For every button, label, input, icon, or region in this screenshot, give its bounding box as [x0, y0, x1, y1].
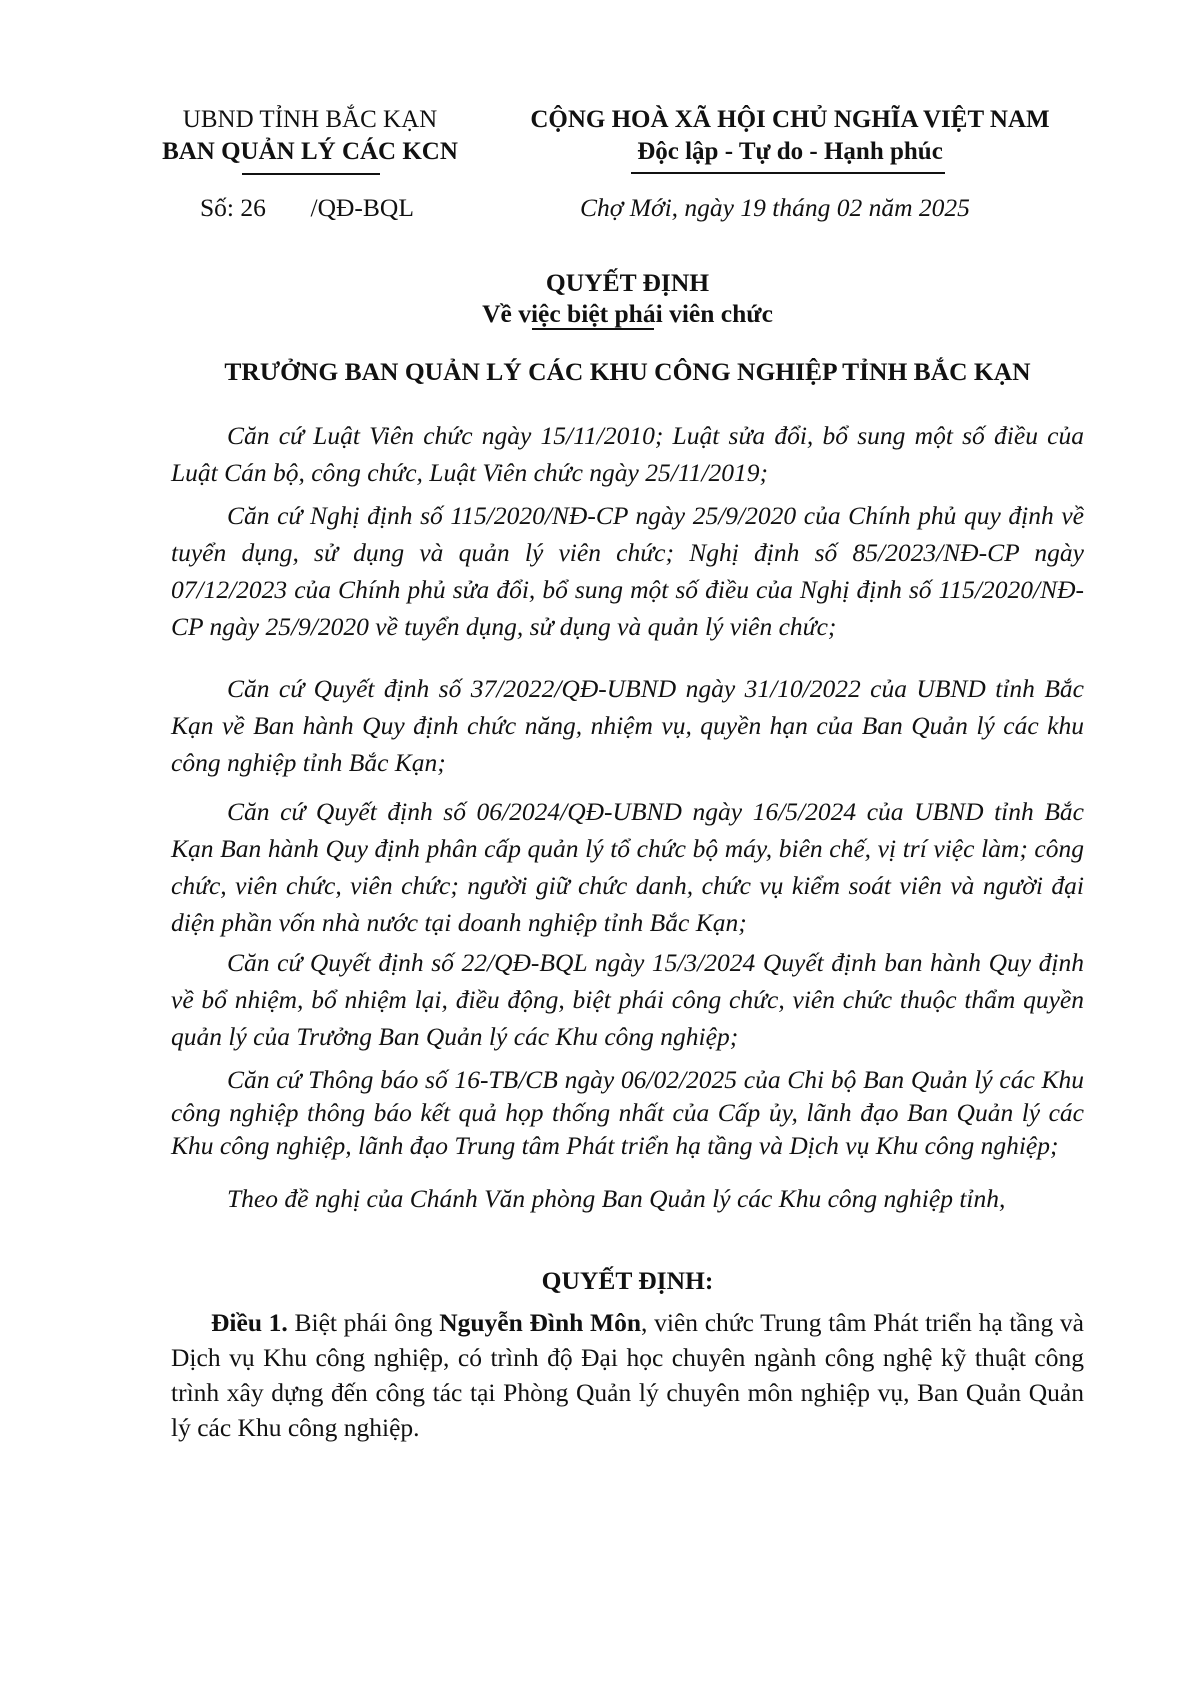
- preamble-paragraph: Căn cứ Luật Viên chức ngày 15/11/2010; Luật sửa đổi, bổ sung một số điều của Luật Cán bộ, công chức, Luật Viên chức ngày 25/11/2019;: [171, 421, 1084, 487]
- preamble-paragraph: Căn cứ Quyết định số 22/QĐ-BQL ngày 15/3/2024 Quyết định ban hành Quy định về bổ nhiệm, bổ nhiệm lại, điều động, biệt phái công chức, viên chức thuộc thẩm quyền quản lý của Trưởng Ban Quản lý các Khu công nghiệp;: [171, 948, 1084, 1051]
- document-subject: Về việc biệt phái viên chức: [482, 299, 773, 328]
- preamble-paragraph: Căn cứ Nghị định số 115/2020/NĐ-CP ngày 25/9/2020 của Chính phủ quy định về tuyển dụng, sử dụng và quản lý viên chức; Nghị định số 85/2023/NĐ-CP ngày 07/12/2023 của Chính phủ sửa đổi, bổ sung một số điều của Nghị định số 115/2020/NĐ-CP ngày 25/9/2020 về tuyển dụng, sử dụng và quản lý viên chức;: [171, 501, 1084, 641]
- article-1-text: , viên chức Trung tâm Phát triển hạ tầng và Dịch vụ Khu công nghiệp, có trình độ Đại học chuyên ngành công nghệ kỹ thuật công trình xây dựng đến công tác tại Phòng Quản lý chuyên môn nghiệp vụ, Ban Quản Quản lý các Khu công nghiệp.: [171, 1308, 1084, 1442]
- agency-name: UBND TỈNH BẮC KẠN: [182, 106, 438, 133]
- article-1: [171, 1305, 1084, 1445]
- issuing-authority: TRƯỞNG BAN QUẢN LÝ CÁC KHU CÔNG NGHIỆP TỈNH BẮC KẠN: [224, 357, 1031, 386]
- agency-underline: [242, 173, 380, 175]
- motto-underline: [631, 172, 945, 174]
- preamble-paragraph: Căn cứ Quyết định số 37/2022/QĐ-UBND ngày 31/10/2022 của UBND tỉnh Bắc Kạn về Ban hành Quy định chức năng, nhiệm vụ, quyền hạn của Ban Quản lý các khu công nghiệp tỉnh Bắc Kạn;: [171, 674, 1084, 777]
- document-number: Số: 26 /QĐ-BQL: [200, 193, 414, 222]
- article-1-text: Biệt phái ông: [287, 1308, 440, 1337]
- article-1-label: Điều 1.: [211, 1308, 288, 1337]
- preamble-paragraph: Căn cứ Thông báo số 16-TB/CB ngày 06/02/2025 của Chi bộ Ban Quản lý các Khu công nghiệp thông báo kết quả họp thống nhất của Cấp ủy, lãnh đạo Ban Quản lý các Khu công nghiệp, lãnh đạo Trung tâm Phát triển hạ tầng và Dịch vụ Khu công nghiệp;: [171, 1065, 1084, 1160]
- nation-motto: Độc lập - Tự do - Hạnh phúc: [637, 138, 943, 165]
- place-date: Chợ Mới, ngày 19 tháng 02 năm 2025: [580, 193, 970, 222]
- document-type: QUYẾT ĐỊNH: [545, 268, 710, 297]
- nation-title: CỘNG HOÀ XÃ HỘI CHỦ NGHĨA VIỆT NAM: [530, 106, 1050, 133]
- preamble-paragraph: Căn cứ Quyết định số 06/2024/QĐ-UBND ngày 16/5/2024 của UBND tỉnh Bắc Kạn Ban hành Quy định phân cấp quản lý tổ chức bộ máy, biên chế, vị trí việc làm; công chức, viên chức, viên chức; người giữ chức danh, chức vụ kiểm soát viên và người đại diện phần vốn nhà nước tại doanh nghiệp tỉnh Bắc Kạn;: [171, 797, 1084, 937]
- preamble-paragraph: Theo đề nghị của Chánh Văn phòng Ban Quản lý các Khu công nghiệp tỉnh,: [227, 1184, 1006, 1213]
- agency-department: BAN QUẢN LÝ CÁC KCN: [162, 138, 458, 165]
- subject-underline: [532, 328, 654, 330]
- appointee-name: Nguyễn Đình Môn: [439, 1308, 642, 1337]
- decision-heading: QUYẾT ĐỊNH:: [541, 1266, 714, 1295]
